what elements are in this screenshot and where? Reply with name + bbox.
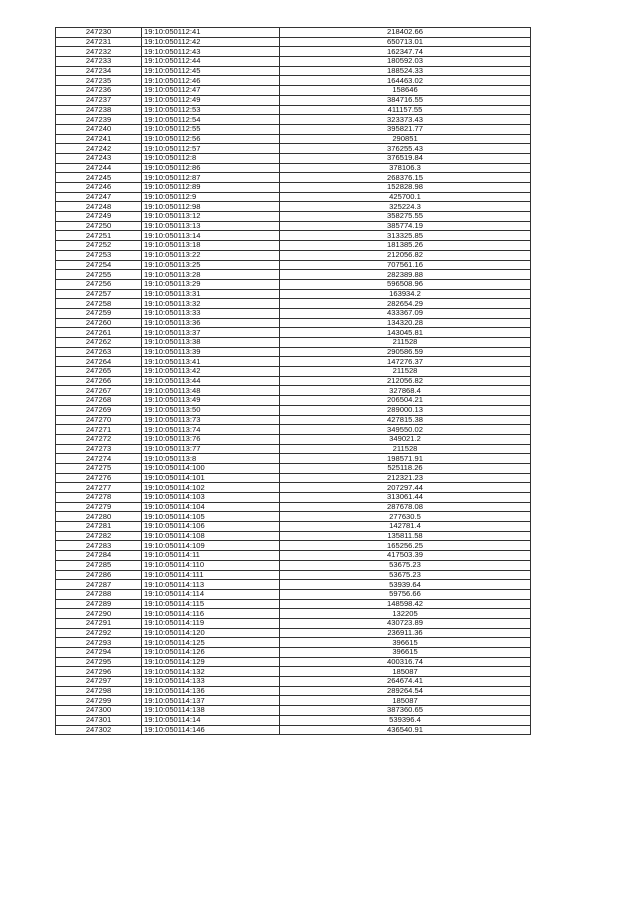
data-table <box>55 27 531 735</box>
table-row <box>56 183 531 193</box>
table-row <box>56 86 531 96</box>
row-id-cell: 247290 <box>56 609 142 619</box>
row-id-cell: 247264 <box>56 357 142 367</box>
row-id-cell: 247231 <box>56 37 142 47</box>
row-id-cell: 247238 <box>56 105 142 115</box>
row-id-cell: 247257 <box>56 289 142 299</box>
cadastral-number-cell: 19:10:050114:113 <box>142 580 280 590</box>
value-cell: 147276.37 <box>280 357 531 367</box>
value-cell: 163934.2 <box>280 289 531 299</box>
cadastral-number-cell: 19:10:050114:14 <box>142 715 280 725</box>
table-row <box>56 289 531 299</box>
cadastral-number-cell: 19:10:050114:109 <box>142 541 280 551</box>
cadastral-number-cell: 19:10:050113:39 <box>142 347 280 357</box>
value-cell: 207297.44 <box>280 483 531 493</box>
cadastral-number-cell: 19:10:050112:9 <box>142 192 280 202</box>
table-row <box>56 541 531 551</box>
table-row <box>56 173 531 183</box>
cadastral-number-cell: 19:10:050114:102 <box>142 483 280 493</box>
row-id-cell: 247265 <box>56 367 142 377</box>
value-cell: 277630.5 <box>280 512 531 522</box>
cadastral-number-cell: 19:10:050114:126 <box>142 648 280 658</box>
value-cell: 59756.66 <box>280 589 531 599</box>
table-row <box>56 28 531 38</box>
table-row <box>56 250 531 260</box>
cadastral-number-cell: 19:10:050112:49 <box>142 95 280 105</box>
table-row <box>56 144 531 154</box>
table-row <box>56 270 531 280</box>
row-id-cell: 247234 <box>56 66 142 76</box>
cadastral-number-cell: 19:10:050114:146 <box>142 725 280 735</box>
row-id-cell: 247233 <box>56 57 142 67</box>
value-cell: 211528 <box>280 367 531 377</box>
cadastral-number-cell: 19:10:050113:48 <box>142 386 280 396</box>
row-id-cell: 247274 <box>56 454 142 464</box>
row-id-cell: 247236 <box>56 86 142 96</box>
row-id-cell: 247281 <box>56 522 142 532</box>
row-id-cell: 247289 <box>56 599 142 609</box>
cadastral-number-cell: 19:10:050113:18 <box>142 241 280 251</box>
cadastral-number-cell: 19:10:050114:114 <box>142 589 280 599</box>
table-row <box>56 580 531 590</box>
cadastral-number-cell: 19:10:050114:129 <box>142 657 280 667</box>
row-id-cell: 247288 <box>56 589 142 599</box>
table-row <box>56 638 531 648</box>
value-cell: 142781.4 <box>280 522 531 532</box>
cadastral-number-cell: 19:10:050112:47 <box>142 86 280 96</box>
table-row <box>56 512 531 522</box>
table-row <box>56 105 531 115</box>
table-row <box>56 618 531 628</box>
row-id-cell: 247293 <box>56 638 142 648</box>
value-cell: 349550.02 <box>280 425 531 435</box>
table-row <box>56 522 531 532</box>
table-row <box>56 473 531 483</box>
cadastral-number-cell: 19:10:050114:137 <box>142 696 280 706</box>
cadastral-number-cell: 19:10:050114:119 <box>142 618 280 628</box>
cadastral-number-cell: 19:10:050113:76 <box>142 434 280 444</box>
value-cell: 289000.13 <box>280 405 531 415</box>
value-cell: 433367.09 <box>280 308 531 318</box>
table-row <box>56 241 531 251</box>
table-row <box>56 357 531 367</box>
value-cell: 707561.16 <box>280 260 531 270</box>
row-id-cell: 247280 <box>56 512 142 522</box>
row-id-cell: 247298 <box>56 686 142 696</box>
table-row <box>56 454 531 464</box>
row-id-cell: 247275 <box>56 463 142 473</box>
value-cell: 384716.55 <box>280 95 531 105</box>
table-row <box>56 628 531 638</box>
value-cell: 135811.58 <box>280 531 531 541</box>
table-row <box>56 95 531 105</box>
row-id-cell: 247271 <box>56 425 142 435</box>
value-cell: 282654.29 <box>280 299 531 309</box>
row-id-cell: 247266 <box>56 376 142 386</box>
row-id-cell: 247241 <box>56 134 142 144</box>
cadastral-number-cell: 19:10:050114:104 <box>142 502 280 512</box>
value-cell: 417503.39 <box>280 551 531 561</box>
cadastral-number-cell: 19:10:050113:28 <box>142 270 280 280</box>
row-id-cell: 247297 <box>56 677 142 687</box>
value-cell: 430723.89 <box>280 618 531 628</box>
row-id-cell: 247254 <box>56 260 142 270</box>
cadastral-number-cell: 19:10:050112:53 <box>142 105 280 115</box>
row-id-cell: 247269 <box>56 405 142 415</box>
row-id-cell: 247302 <box>56 725 142 735</box>
row-id-cell: 247272 <box>56 434 142 444</box>
cadastral-number-cell: 19:10:050112:41 <box>142 28 280 38</box>
table-row <box>56 463 531 473</box>
table-row <box>56 396 531 406</box>
row-id-cell: 247258 <box>56 299 142 309</box>
table-row <box>56 444 531 454</box>
cadastral-number-cell: 19:10:050113:8 <box>142 454 280 464</box>
value-cell: 323373.43 <box>280 115 531 125</box>
table-row <box>56 686 531 696</box>
cadastral-number-cell: 19:10:050113:74 <box>142 425 280 435</box>
row-id-cell: 247261 <box>56 328 142 338</box>
row-id-cell: 247263 <box>56 347 142 357</box>
value-cell: 436540.91 <box>280 725 531 735</box>
table-row <box>56 376 531 386</box>
cadastral-number-cell: 19:10:050112:54 <box>142 115 280 125</box>
row-id-cell: 247240 <box>56 124 142 134</box>
value-cell: 400316.74 <box>280 657 531 667</box>
table-row <box>56 502 531 512</box>
value-cell: 143045.81 <box>280 328 531 338</box>
table-row <box>56 677 531 687</box>
table-row <box>56 696 531 706</box>
value-cell: 539396.4 <box>280 715 531 725</box>
cadastral-number-cell: 19:10:050112:45 <box>142 66 280 76</box>
table-row <box>56 231 531 241</box>
value-cell: 236911.36 <box>280 628 531 638</box>
row-id-cell: 247230 <box>56 28 142 38</box>
cadastral-number-cell: 19:10:050113:31 <box>142 289 280 299</box>
cadastral-number-cell: 19:10:050112:55 <box>142 124 280 134</box>
value-cell: 212056.82 <box>280 376 531 386</box>
value-cell: 396615 <box>280 638 531 648</box>
cadastral-number-cell: 19:10:050113:77 <box>142 444 280 454</box>
row-id-cell: 247259 <box>56 308 142 318</box>
cadastral-number-cell: 19:10:050114:115 <box>142 599 280 609</box>
row-id-cell: 247239 <box>56 115 142 125</box>
cadastral-number-cell: 19:10:050112:89 <box>142 183 280 193</box>
value-cell: 212056.82 <box>280 250 531 260</box>
value-cell: 327868.4 <box>280 386 531 396</box>
value-cell: 313061.44 <box>280 493 531 503</box>
cadastral-number-cell: 19:10:050112:44 <box>142 57 280 67</box>
row-id-cell: 247249 <box>56 212 142 222</box>
row-id-cell: 247245 <box>56 173 142 183</box>
value-cell: 185087 <box>280 696 531 706</box>
row-id-cell: 247270 <box>56 415 142 425</box>
table-row <box>56 308 531 318</box>
table-row <box>56 76 531 86</box>
value-cell: 349021.2 <box>280 434 531 444</box>
value-cell: 268376.15 <box>280 173 531 183</box>
value-cell: 198571.91 <box>280 454 531 464</box>
cadastral-number-cell: 19:10:050112:57 <box>142 144 280 154</box>
cadastral-number-cell: 19:10:050113:13 <box>142 221 280 231</box>
table-row <box>56 715 531 725</box>
row-id-cell: 247246 <box>56 183 142 193</box>
value-cell: 264674.41 <box>280 677 531 687</box>
cadastral-number-cell: 19:10:050114:110 <box>142 560 280 570</box>
row-id-cell: 247294 <box>56 648 142 658</box>
value-cell: 425700.1 <box>280 192 531 202</box>
value-cell: 396615 <box>280 648 531 658</box>
table-row <box>56 57 531 67</box>
value-cell: 411157.55 <box>280 105 531 115</box>
cadastral-number-cell: 19:10:050114:136 <box>142 686 280 696</box>
cadastral-number-cell: 19:10:050112:8 <box>142 153 280 163</box>
cadastral-number-cell: 19:10:050113:12 <box>142 212 280 222</box>
table-row <box>56 115 531 125</box>
table-row <box>56 134 531 144</box>
table-row <box>56 725 531 735</box>
value-cell: 325224.3 <box>280 202 531 212</box>
row-id-cell: 247252 <box>56 241 142 251</box>
table-row <box>56 279 531 289</box>
value-cell: 218402.66 <box>280 28 531 38</box>
row-id-cell: 247248 <box>56 202 142 212</box>
cadastral-number-cell: 19:10:050112:43 <box>142 47 280 57</box>
value-cell: 650713.01 <box>280 37 531 47</box>
value-cell: 385774.19 <box>280 221 531 231</box>
row-id-cell: 247256 <box>56 279 142 289</box>
cadastral-number-cell: 19:10:050113:44 <box>142 376 280 386</box>
table-row <box>56 212 531 222</box>
row-id-cell: 247267 <box>56 386 142 396</box>
value-cell: 358275.55 <box>280 212 531 222</box>
row-id-cell: 247279 <box>56 502 142 512</box>
row-id-cell: 247242 <box>56 144 142 154</box>
value-cell: 387360.65 <box>280 706 531 716</box>
value-cell: 212321.23 <box>280 473 531 483</box>
row-id-cell: 247262 <box>56 338 142 348</box>
value-cell: 165256.25 <box>280 541 531 551</box>
row-id-cell: 247284 <box>56 551 142 561</box>
cadastral-number-cell: 19:10:050114:116 <box>142 609 280 619</box>
cadastral-number-cell: 19:10:050114:111 <box>142 570 280 580</box>
cadastral-number-cell: 19:10:050113:36 <box>142 318 280 328</box>
value-cell: 164463.02 <box>280 76 531 86</box>
table-row <box>56 221 531 231</box>
table-row <box>56 657 531 667</box>
value-cell: 180592.03 <box>280 57 531 67</box>
cadastral-number-cell: 19:10:050113:50 <box>142 405 280 415</box>
cadastral-number-cell: 19:10:050113:32 <box>142 299 280 309</box>
value-cell: 53675.23 <box>280 570 531 580</box>
table-row <box>56 551 531 561</box>
cadastral-number-cell: 19:10:050112:86 <box>142 163 280 173</box>
row-id-cell: 247273 <box>56 444 142 454</box>
cadastral-number-cell: 19:10:050113:41 <box>142 357 280 367</box>
table-row <box>56 415 531 425</box>
row-id-cell: 247247 <box>56 192 142 202</box>
table-row <box>56 706 531 716</box>
row-id-cell: 247296 <box>56 667 142 677</box>
value-cell: 395821.77 <box>280 124 531 134</box>
cadastral-number-cell: 19:10:050114:125 <box>142 638 280 648</box>
table-row <box>56 318 531 328</box>
row-id-cell: 247251 <box>56 231 142 241</box>
table-row <box>56 338 531 348</box>
cadastral-number-cell: 19:10:050112:87 <box>142 173 280 183</box>
value-cell: 290586.59 <box>280 347 531 357</box>
value-cell: 596508.96 <box>280 279 531 289</box>
cadastral-number-cell: 19:10:050114:132 <box>142 667 280 677</box>
table-row <box>56 37 531 47</box>
cadastral-number-cell: 19:10:050114:133 <box>142 677 280 687</box>
row-id-cell: 247300 <box>56 706 142 716</box>
row-id-cell: 247286 <box>56 570 142 580</box>
value-cell: 185087 <box>280 667 531 677</box>
cadastral-number-cell: 19:10:050113:49 <box>142 396 280 406</box>
cadastral-number-cell: 19:10:050114:108 <box>142 531 280 541</box>
row-id-cell: 247253 <box>56 250 142 260</box>
value-cell: 289264.54 <box>280 686 531 696</box>
table-row <box>56 609 531 619</box>
value-cell: 53675.23 <box>280 560 531 570</box>
row-id-cell: 247277 <box>56 483 142 493</box>
cadastral-number-cell: 19:10:050113:14 <box>142 231 280 241</box>
table-row <box>56 202 531 212</box>
table-row <box>56 648 531 658</box>
value-cell: 148598.42 <box>280 599 531 609</box>
row-id-cell: 247237 <box>56 95 142 105</box>
cadastral-number-cell: 19:10:050113:22 <box>142 250 280 260</box>
value-cell: 162347.74 <box>280 47 531 57</box>
value-cell: 211528 <box>280 444 531 454</box>
table-row <box>56 386 531 396</box>
row-id-cell: 247282 <box>56 531 142 541</box>
value-cell: 188524.33 <box>280 66 531 76</box>
table-row <box>56 599 531 609</box>
value-cell: 287678.08 <box>280 502 531 512</box>
value-cell: 181385.26 <box>280 241 531 251</box>
table-row <box>56 299 531 309</box>
table-row <box>56 153 531 163</box>
row-id-cell: 247295 <box>56 657 142 667</box>
value-cell: 211528 <box>280 338 531 348</box>
cadastral-number-cell: 19:10:050113:33 <box>142 308 280 318</box>
value-cell: 53939.64 <box>280 580 531 590</box>
row-id-cell: 247291 <box>56 618 142 628</box>
cadastral-number-cell: 19:10:050114:100 <box>142 463 280 473</box>
cadastral-number-cell: 19:10:050114:11 <box>142 551 280 561</box>
value-cell: 313325.85 <box>280 231 531 241</box>
cadastral-number-cell: 19:10:050112:42 <box>142 37 280 47</box>
row-id-cell: 247301 <box>56 715 142 725</box>
table-row <box>56 425 531 435</box>
value-cell: 525118.26 <box>280 463 531 473</box>
value-cell: 152828.98 <box>280 183 531 193</box>
row-id-cell: 247255 <box>56 270 142 280</box>
table-row <box>56 347 531 357</box>
cadastral-number-cell: 19:10:050113:29 <box>142 279 280 289</box>
value-cell: 427815.38 <box>280 415 531 425</box>
table-row <box>56 163 531 173</box>
value-cell: 132205 <box>280 609 531 619</box>
table-row <box>56 483 531 493</box>
table-row <box>56 192 531 202</box>
value-cell: 290851 <box>280 134 531 144</box>
value-cell: 134320.28 <box>280 318 531 328</box>
cadastral-number-cell: 19:10:050113:38 <box>142 338 280 348</box>
row-id-cell: 247260 <box>56 318 142 328</box>
value-cell: 376255.43 <box>280 144 531 154</box>
cadastral-number-cell: 19:10:050114:101 <box>142 473 280 483</box>
table-row <box>56 47 531 57</box>
cadastral-number-cell: 19:10:050114:106 <box>142 522 280 532</box>
cadastral-number-cell: 19:10:050112:98 <box>142 202 280 212</box>
row-id-cell: 247244 <box>56 163 142 173</box>
table-row <box>56 667 531 677</box>
row-id-cell: 247278 <box>56 493 142 503</box>
value-cell: 206504.21 <box>280 396 531 406</box>
table-row <box>56 531 531 541</box>
cadastral-number-cell: 19:10:050114:105 <box>142 512 280 522</box>
row-id-cell: 247235 <box>56 76 142 86</box>
table-row <box>56 434 531 444</box>
table-row <box>56 260 531 270</box>
value-cell: 158646 <box>280 86 531 96</box>
cadastral-number-cell: 19:10:050113:42 <box>142 367 280 377</box>
table-row <box>56 66 531 76</box>
table-row <box>56 589 531 599</box>
table-row <box>56 405 531 415</box>
row-id-cell: 247283 <box>56 541 142 551</box>
row-id-cell: 247250 <box>56 221 142 231</box>
value-cell: 282389.88 <box>280 270 531 280</box>
row-id-cell: 247285 <box>56 560 142 570</box>
cadastral-number-cell: 19:10:050114:138 <box>142 706 280 716</box>
table-row <box>56 124 531 134</box>
cadastral-number-cell: 19:10:050113:73 <box>142 415 280 425</box>
row-id-cell: 247287 <box>56 580 142 590</box>
value-cell: 378106.3 <box>280 163 531 173</box>
value-cell: 376519.84 <box>280 153 531 163</box>
row-id-cell: 247268 <box>56 396 142 406</box>
row-id-cell: 247276 <box>56 473 142 483</box>
cadastral-number-cell: 19:10:050114:120 <box>142 628 280 638</box>
cadastral-number-cell: 19:10:050114:103 <box>142 493 280 503</box>
row-id-cell: 247299 <box>56 696 142 706</box>
table-body <box>56 28 531 735</box>
table-row <box>56 570 531 580</box>
cadastral-number-cell: 19:10:050112:56 <box>142 134 280 144</box>
table-row <box>56 560 531 570</box>
row-id-cell: 247292 <box>56 628 142 638</box>
table-row <box>56 493 531 503</box>
table-row <box>56 367 531 377</box>
cadastral-number-cell: 19:10:050112:46 <box>142 76 280 86</box>
table-row <box>56 328 531 338</box>
cadastral-number-cell: 19:10:050113:25 <box>142 260 280 270</box>
row-id-cell: 247243 <box>56 153 142 163</box>
row-id-cell: 247232 <box>56 47 142 57</box>
cadastral-number-cell: 19:10:050113:37 <box>142 328 280 338</box>
